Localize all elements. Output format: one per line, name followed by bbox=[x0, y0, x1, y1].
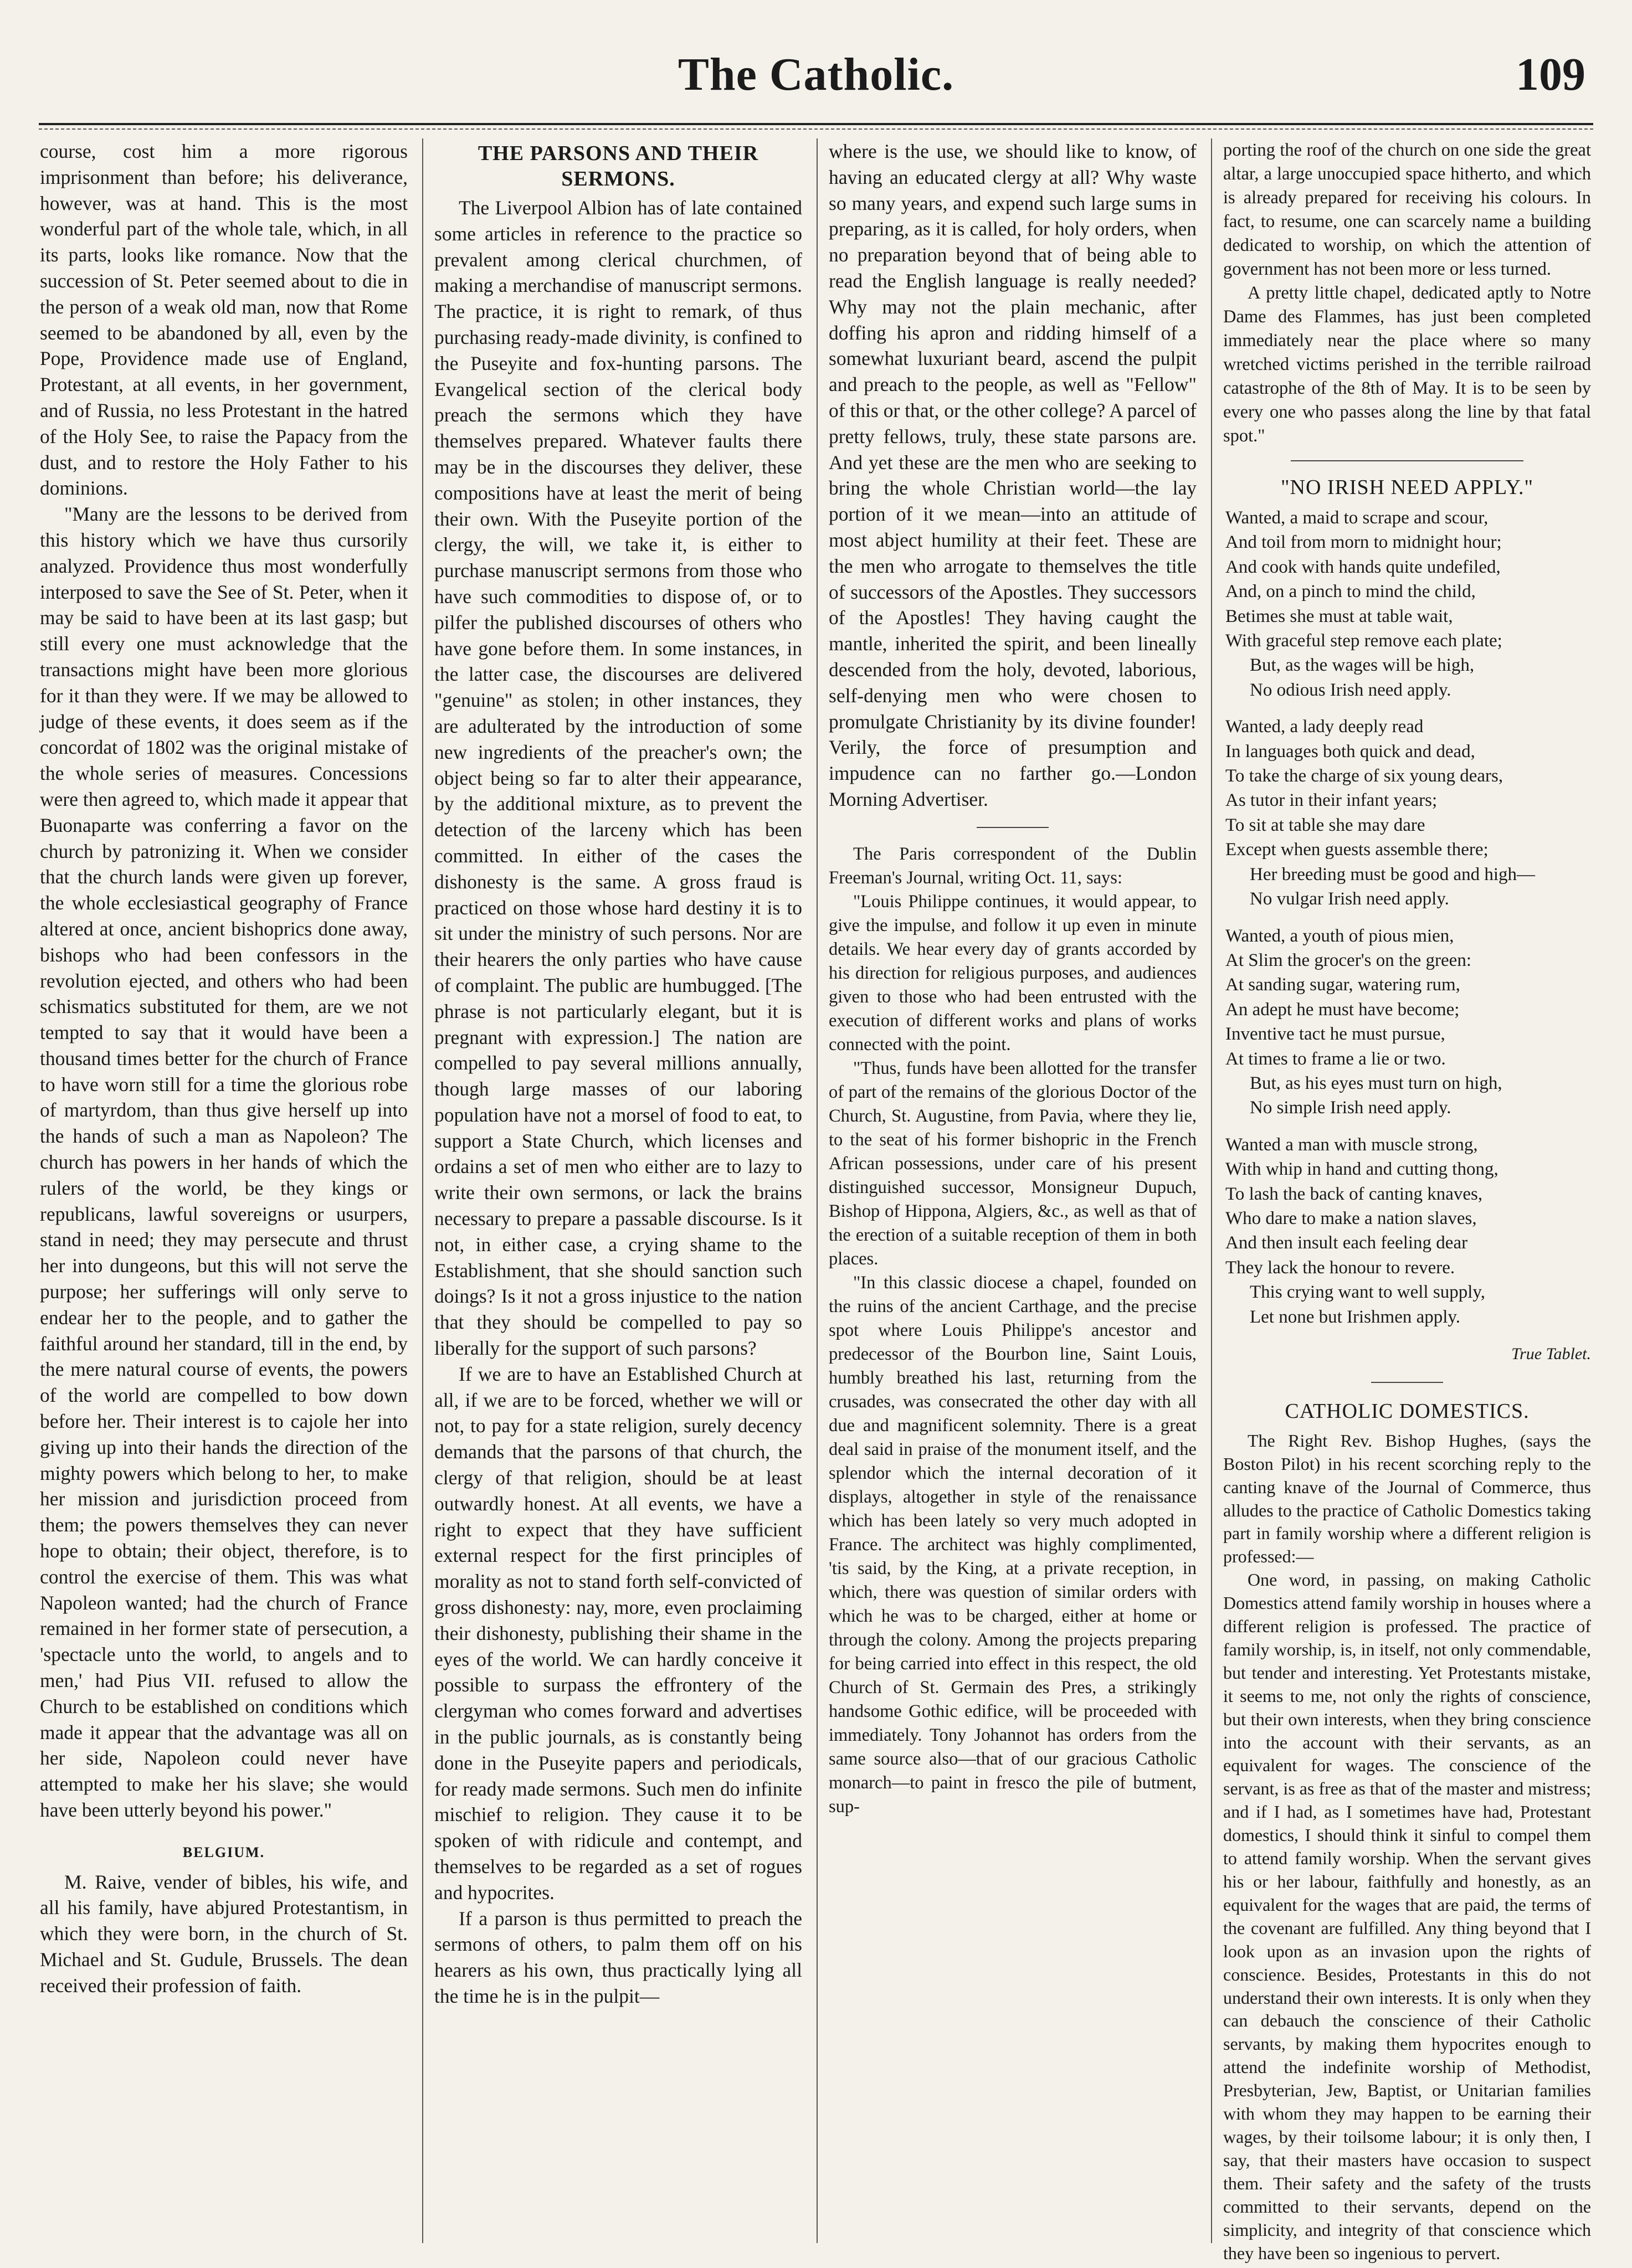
poem-line: Let none but Irishmen apply. bbox=[1250, 1307, 1461, 1327]
page-number: 109 bbox=[1516, 49, 1585, 100]
article-heading-parsons: THE PARSONS AND THEIR SERMONS. bbox=[478, 142, 759, 191]
paragraph: course, cost him a more rigorous imprisonment than before; his deliverance, however, was at hand. This is the most wonderful part of the whole tale, which, in all its parts, looks like romance. Now that the succession of St. Peter seemed about to die in the person of a weak old man, now that Rome seemed to be abandoned by all, even by the Pope, Providence made use of England, Protestant, at all events, in her government, and of Russia, no less Protestant in the hatred of the Holy See, to raise the Papacy from the dust, and to restore the Holy Father to his dominions. bbox=[40, 140, 408, 500]
poem-line: And toil from morn to midnight hour; bbox=[1225, 532, 1502, 553]
column-4 bbox=[1223, 138, 1591, 2263]
poem-line: Who dare to make a nation slaves, bbox=[1225, 1208, 1477, 1228]
poem-line: But, as the wages will be high, bbox=[1250, 655, 1475, 676]
paragraph: If a parson is thus permitted to preach the sermons of others, to palm them off on his hearers as his own, thus practically lying all the time he is in the pulpit— bbox=[434, 1907, 802, 2007]
poem-line: Wanted, a lady deeply read bbox=[1225, 717, 1424, 737]
poem-line: Wanted, a maid to scrape and scour, bbox=[1225, 508, 1489, 528]
poem-line: And cook with hands quite undefiled, bbox=[1225, 557, 1501, 577]
paragraph: "In this classic diocese a chapel, founded on the ruins of the ancient Carthage, and the precise spot where Louis Philippe's ancestor and predecessor of the Bourbon line, Saint Louis, humbly breathed his last, returning from the crusades, was consecrated the other day with all due and magnificent solemnity. There is a great deal said in praise of the monument itself, and the splendor which the internal decoration of it displays, altogether in style of the renaissance which has been lately so very much adopted in France. The architect was highly complimented, 'tis said, by the King, at a private reception, in which, there was question of similar orders with which he was to be charged, either at home or through the colony. Among the projects preparing for being carried into effect in this respect, the old Church of St. Germain des Pres, a strikingly handsome Gothic edifice, will be proceeded with immediately. Tony Johannot has orders from the same source also—that of our gracious Catholic monarch—to paint in fresco the pile of butment, sup- bbox=[829, 1272, 1197, 1817]
poem-line: And then insult each feeling dear bbox=[1225, 1233, 1468, 1253]
paragraph: porting the roof of the church on one side the great altar, a large unoccupied space hitherto, and which is already prepared for receiving his colours. In fact, to resume, one can scarcely name a building dedicated to worship, on which the attention of government has not been more or less turned. bbox=[1223, 140, 1591, 279]
poem-line: In languages both quick and dead, bbox=[1225, 741, 1475, 762]
poem-source: True Tablet. bbox=[1511, 1345, 1591, 1363]
poem-line: But, as his eyes must turn on high, bbox=[1250, 1073, 1502, 1093]
poem-line: Wanted a man with muscle strong, bbox=[1225, 1134, 1478, 1155]
paragraph: If we are to have an Established Church at all, if we are to be forced, whether we will or not, to pay for a state religion, surely decency demands that the parsons of that church, the clergy of that religion, should be at least outwardly honest. At all events, we have a right to expect that they have sufficient external respect for the first principles of morality as not to stand forth self-convicted of gross dishonesty: nay, more, even proclaiming their dishonesty, publishing their shame in the eyes of the world. We can hardly conceive it possible to surpass the effrontery of the clergyman who comes forward and advertises in the public journals, as is constantly being done in the Puseyite papers and periodicals, for ready made sermons. Such men do infinite mischief to religion. They cause it to be spoken of with ridicule and contempt, and themselves to be regarded as a set of rogues and hypocrites. bbox=[434, 1362, 802, 1904]
paragraph: One word, in passing, on making Catholic Domestics attend family worship in houses where a different religion is professed. The practice of family worship, is, in itself, not only commendable, but tender and interesting. Yet Protestants mistake, it seems to me, not only the rights of conscience, but their own interests, when they bring conscience into the account with their servants, as an equivalent for wages. The conscience of the servant, is as free as that of the master and mistress; and if I had, as I sometimes have had, Protestant domestics, I should think it sinful to compel them to attend family worship. When the servant gives his or her labour, faithfully and honestly, as an equivalent for the wages that are paid, the terms of the covenant are fulfilled. Any thing beyond that I look upon as an invasion upon the rights of conscience. Besides, Protestants in this do not understand their own interests. It is only when they can debauch the conscience of their Catholic servants, by making them hypocrites enough to attend the indefinite worship of Methodist, Presbyterian, Jew, Baptist, or Unitarian families with whom they may happen to be earning their wages, by their toilsome labour; it is only then, I say, that their masters have occasion to suspect them. Their safety and the safety of the trusts committed to their servants, depend on the simplicity, and integrity of that conscience which they have been so ingenious to pervert. bbox=[1223, 1570, 1591, 2263]
section-divider bbox=[977, 827, 1049, 828]
poem-line: Betimes she must at table wait, bbox=[1225, 606, 1453, 626]
poem-line: At times to frame a lie or two. bbox=[1225, 1048, 1446, 1069]
article-columns bbox=[40, 138, 1591, 2263]
header-rule bbox=[39, 123, 1593, 130]
paragraph: where is the use, we should like to know, of having an educated clergy at all? Why waste so many years, and expend such large sums in preparing, as it is called, for holy orders, when no preparation beyond that of being able to read the English language is really needed? Why may not the plain mechanic, after doffing his apron and ridding himself of a somewhat luxuriant beard, ascend the pulpit and preach to the people, as well as "Fellow" of this or that, or the other college? A parcel of pretty fellows, truly, these state parsons are. And yet these are the men who are seeking to bring the whole Christian world—the lay portion of it we mean—into an attitude of most abject humility at their feet. These are the men who arrogate to themselves the title of successors of the Apostles. They successors of the Apostles! They having caught the mantle, inherited the spirit, and been lineally descended from the holy, devoted, laborious, self-denying men who were chosen to promulgate Christianity by its divine founder! Verily, the force of presumption and impudence can no farther go.—London Morning Advertiser. bbox=[829, 140, 1197, 810]
poem-line: Her breeding must be good and high— bbox=[1250, 864, 1536, 884]
paragraph: A pretty little chapel, dedicated aptly to Notre Dame des Flammes, has just been completed immediately near the place where so many wretched victims perished in the terrible railroad catastrophe of the 8th of May. It is to be seen by every one who passes along the line by that fatal spot." bbox=[1223, 283, 1591, 446]
paragraph: "Many are the lessons to be derived from this history which we have thus cursorily analyzed. Providence thus most wonderfully interposed to save the See of St. Peter, when it may be said to have been at its last gasp; but still every one must acknowledge that the transactions might have been more glorious for it than they were. If we may be allowed to judge of these events, it does seem as if the concordat of 1802 was the original mistake of the whole series of measures. Concessions were then agreed to, which made it appear that Buonaparte was conferring a favor on the church by patronizing it. When we consider that the church lands were given up forever, the whole ecclesiastical geography of France altered at once, ancient bishoprics done away, bishops who had been confessors in the revolution ejected, and others who had been schismatics substituted for them, are we not tempted to say that it would have been a thousand times better for the church of France to have worn still for a time the glorious robe of martyrdom, than thus give herself up into the hands of such a man as Napoleon? The church has powers in her hands of which the rulers of the world, be they kings or republicans, lawful sovereigns or usurpers, stand in need; they may persecute and thrust her into dungeons, but this will not serve the purpose; her sufferings will only serve to endear her to the people, and to gather the faithful around her standard, till in the end, by the mere natural course of events, the powers of the world are compelled to bow down before her. Their interest is to cajole her into giving up into their hands the direction of the mighty powers which belong to her, to make her mission and jurisdiction proceed from them; the powers themselves they can never hope to obtain; their object, therefore, is to control the exercise of them. This was what Napoleon wanted; had the church of France remained in her former state of persecution, a 'spectacle unto the world, to angels and to men,' had Pius VII. refused to allow the Church to be established on conditions which made it appear that the advantage was all on her side, Napoleon could never have attempted to make her his slave; she would have been utterly beyond his power." bbox=[40, 503, 408, 1821]
poem-line: As tutor in their infant years; bbox=[1225, 790, 1438, 811]
poem-line: At Slim the grocer's on the green: bbox=[1225, 950, 1472, 970]
column-2 bbox=[434, 138, 802, 2243]
paragraph: The Paris correspondent of the Dublin Freeman's Journal, writing Oct. 11, says: bbox=[829, 844, 1197, 888]
poem-line: This crying want to well supply, bbox=[1250, 1282, 1485, 1303]
poem-title: "NO IRISH NEED APPLY." bbox=[1280, 476, 1533, 499]
column-divider bbox=[1211, 138, 1212, 2243]
poem-line: No vulgar Irish need apply. bbox=[1250, 889, 1449, 909]
poem-line: Inventive tact he must pursue, bbox=[1225, 1024, 1445, 1045]
poem-line: To lash the back of canting knaves, bbox=[1225, 1184, 1483, 1204]
column-1 bbox=[40, 138, 408, 2243]
section-divider bbox=[1291, 460, 1523, 461]
poem-line: Except when guests assemble there; bbox=[1225, 840, 1489, 860]
poem bbox=[1225, 506, 1591, 1329]
page-header bbox=[0, 0, 1632, 144]
poem-line: They lack the honour to revere. bbox=[1225, 1257, 1455, 1278]
poem-line: No odious Irish need apply. bbox=[1250, 680, 1451, 700]
poem-line: Wanted, a youth of pious mien, bbox=[1225, 925, 1454, 946]
poem-line: With graceful step remove each plate; bbox=[1225, 631, 1502, 651]
poem-line: To take the charge of six young dears, bbox=[1225, 766, 1503, 786]
poem-line: No simple Irish need apply. bbox=[1250, 1098, 1451, 1118]
column-divider bbox=[422, 138, 423, 2243]
paragraph: "Thus, funds have been allotted for the transfer of part of the remains of the glorious Doctor of the Church, St. Augustine, from Pavia, where they lie, to the seat of his former bishopric in the French African possessions, under care of his present distinguished successor, Monsigneur Dupuch, Bishop of Hippona, Algiers, &c., as well as that of the erection of a suitable reception of them in both places. bbox=[829, 1058, 1197, 1269]
article-heading-domestics: CATHOLIC DOMESTICS. bbox=[1285, 1399, 1530, 1423]
poem-line: At sanding sugar, watering rum, bbox=[1225, 975, 1460, 995]
column-divider bbox=[817, 138, 818, 2243]
section-divider bbox=[1371, 1382, 1443, 1383]
column-3 bbox=[829, 138, 1197, 2243]
paragraph: "Louis Philippe continues, it would appear, to give the impulse, and follow it up even in minute details. We hear every day of grants accorded by his direction for religious purposes, and audiences given to those who had been entrusted with the execution of different works and plans of works connected with the point. bbox=[829, 891, 1197, 1055]
poem-line: An adept he must have become; bbox=[1225, 999, 1460, 1020]
section-heading-belgium: BELGIUM. bbox=[182, 1844, 265, 1860]
poem-line: With whip in hand and cutting thong, bbox=[1225, 1159, 1498, 1180]
page-title: The Catholic. bbox=[678, 49, 954, 100]
poem-line: To sit at table she may dare bbox=[1225, 815, 1425, 835]
poem-line: And, on a pinch to mind the child, bbox=[1225, 582, 1476, 602]
paragraph: The Liverpool Albion has of late contained some articles in reference to the practice so prevalent among clerical churchmen, of making a merchandise of manuscript sermons. The practice, it is right to remark, of thus purchasing ready-made divinity, is confined to the Puseyite and fox-hunting parsons. The Evangelical section of the clerical body preach the sermons which they have themselves prepared. Whatever faults there may be in the discourses they deliver, these compositions have at least the merit of being their own. With the Puseyite portion of the clergy, the will, we take it, is either to purchase manuscript sermons from those who have such commodities to dispose of, or to pilfer the published discourses of others who have gone before them. In some instances, in the latter case, the discourses are delivered "genuine" as stolen; in other instances, they are adulterated by the introduction of some new ingredients of the preacher's own; the object being so far to alter their appearance, by the additional mixture, as to prevent the detection of the larceny which has been committed. In either of the cases the dishonesty is the same. A gross fraud is practiced on those whose hard destiny it is to sit under the ministry of such persons. Nor are their hearers the only parties who have cause of complaint. The public are humbugged. [The phrase is not particularly elegant, but it is pregnant with expression.] The nation are compelled to pay several millions annually, though large masses of our laboring population have not a morsel of food to eat, to support a State Church, which licenses and ordains a set of men who either are to lazy to write their own sermons, or lack the brains necessary to prepare a passable discourse. Is it not, in either case, a crying shame to the Establishment, that she should sanction such doings? Is it not a gross injustice to the nation that they should be compelled to pay so liberally for the support of such parsons? bbox=[434, 197, 802, 1360]
paragraph: M. Raive, vender of bibles, his wife, and all his family, have abjured Protestantism, in which they were born, in the church of St. Michael and St. Gudule, Brussels. The dean received their profession of faith. bbox=[40, 1870, 408, 1997]
paragraph: The Right Rev. Bishop Hughes, (says the Boston Pilot) in his recent scorching reply to the canting knave of the Journal of Commerce, thus alludes to the practice of Catholic Domestics taking part in family worship where a different religion is professed:— bbox=[1223, 1430, 1591, 1567]
